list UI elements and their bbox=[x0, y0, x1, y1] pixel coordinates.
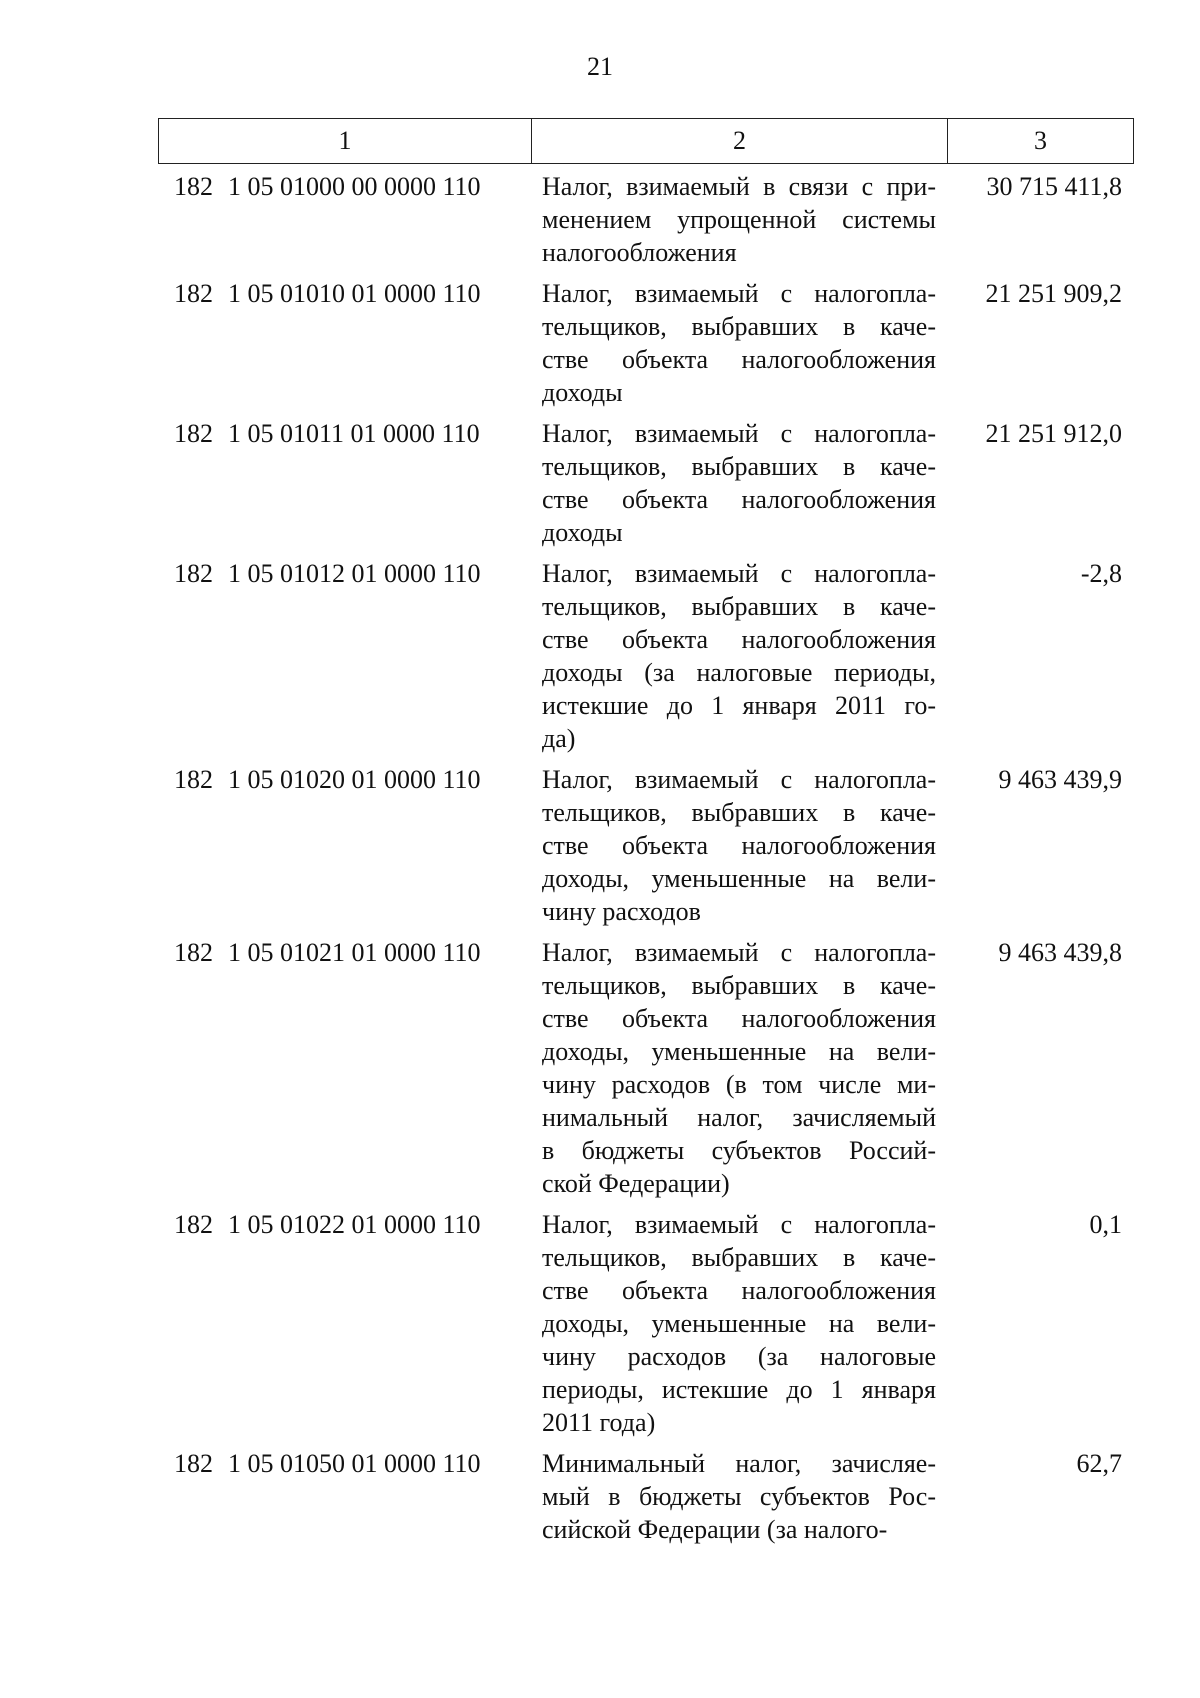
revenue-name-line: тельщиков, выбравших в каче- bbox=[542, 452, 936, 481]
revenue-name-line: тельщиков, выбравших в каче- bbox=[542, 798, 936, 827]
revenue-name-line: истекшие до 1 января 2011 го- bbox=[542, 691, 936, 720]
amount: 21 251 912,0 bbox=[985, 419, 1122, 448]
revenue-name-line: доходы, уменьшенные на вели- bbox=[542, 1037, 936, 1066]
revenue-name bbox=[530, 1447, 946, 1546]
table-header bbox=[158, 118, 1134, 164]
admin-code: 182 bbox=[174, 279, 213, 308]
revenue-name bbox=[530, 170, 946, 269]
amount: 62,7 bbox=[1076, 1449, 1122, 1478]
revenue-name-line: стве объекта налогообложения bbox=[542, 831, 936, 860]
revenue-name-line: тельщиков, выбравших в каче- bbox=[542, 1243, 936, 1272]
revenue-name bbox=[530, 1208, 946, 1439]
revenue-name-line: Налог, взимаемый с налогопла- bbox=[542, 1210, 936, 1239]
revenue-name-line: тельщиков, выбравших в каче- bbox=[542, 592, 936, 621]
amount: 0,1 bbox=[1089, 1210, 1122, 1239]
revenue-name-line: чину расходов bbox=[542, 897, 701, 926]
revenue-name-line: тельщиков, выбравших в каче- bbox=[542, 971, 936, 1000]
table-row bbox=[158, 936, 1134, 1200]
admin-code: 182 bbox=[174, 419, 213, 448]
admin-code: 182 bbox=[174, 938, 213, 967]
revenue-name bbox=[530, 763, 946, 928]
revenue-name-line: Налог, взимаемый с налогопла- bbox=[542, 559, 936, 588]
table-row bbox=[158, 277, 1134, 409]
revenue-name-line: Налог, взимаемый с налогопла- bbox=[542, 419, 936, 448]
revenue-name-line: 2011 года) bbox=[542, 1408, 656, 1437]
header-col-2: 2 bbox=[531, 119, 947, 163]
amount: 21 251 909,2 bbox=[985, 279, 1122, 308]
table-row bbox=[158, 1208, 1134, 1439]
amount: 30 715 411,8 bbox=[986, 172, 1122, 201]
budget-classification-code: 1 05 01011 01 0000 110 bbox=[228, 419, 480, 448]
revenue-name bbox=[530, 417, 946, 549]
header-col-1: 1 bbox=[338, 126, 352, 155]
revenue-name-line: доходы bbox=[542, 518, 623, 547]
revenue-name-line: тельщиков, выбравших в каче- bbox=[542, 312, 936, 341]
revenue-name-line: чину расходов (за налоговые bbox=[542, 1342, 936, 1371]
revenue-name-line: стве объекта налогообложения bbox=[542, 1004, 936, 1033]
revenue-name-line: мый в бюджеты субъектов Рос- bbox=[542, 1482, 936, 1511]
revenue-name-line: чину расходов (в том числе ми- bbox=[542, 1070, 936, 1099]
revenue-name-line: сийской Федерации (за налого- bbox=[542, 1515, 888, 1544]
revenue-name-line: налогообложения bbox=[542, 238, 737, 267]
budget-classification-code: 1 05 01020 01 0000 110 bbox=[228, 765, 481, 794]
budget-classification-code: 1 05 01050 01 0000 110 bbox=[228, 1449, 481, 1478]
revenue-name-line: да) bbox=[542, 724, 576, 753]
revenue-name-line: доходы (за налоговые периоды, bbox=[542, 658, 936, 687]
table-row bbox=[158, 170, 1134, 269]
budget-classification-code: 1 05 01000 00 0000 110 bbox=[228, 172, 481, 201]
table-body bbox=[158, 170, 1134, 1554]
admin-code: 182 bbox=[174, 1210, 213, 1239]
revenue-name-line: в бюджеты субъектов Россий- bbox=[542, 1136, 936, 1165]
revenue-name-line: Налог, взимаемый с налогопла- bbox=[542, 938, 936, 967]
revenue-name-line: Налог, взимаемый в связи с при- bbox=[542, 172, 936, 201]
revenue-name bbox=[530, 936, 946, 1200]
admin-code: 182 bbox=[174, 765, 213, 794]
admin-code: 182 bbox=[174, 172, 213, 201]
revenue-name-line: доходы, уменьшенные на вели- bbox=[542, 864, 936, 893]
page-number: 21 bbox=[587, 52, 613, 81]
revenue-name-line: периоды, истекшие до 1 января bbox=[542, 1375, 936, 1404]
revenue-name-line: Минимальный налог, зачисляе- bbox=[542, 1449, 936, 1478]
revenue-name-line: менением упрощенной системы bbox=[542, 205, 936, 234]
amount: -2,8 bbox=[1080, 559, 1122, 588]
revenue-name-line: стве объекта налогообложения bbox=[542, 625, 936, 654]
amount: 9 463 439,9 bbox=[998, 765, 1122, 794]
table-row bbox=[158, 417, 1134, 549]
revenue-name-line: Налог, взимаемый с налогопла- bbox=[542, 765, 936, 794]
revenue-name-line: ской Федерации) bbox=[542, 1169, 730, 1198]
budget-classification-code: 1 05 01010 01 0000 110 bbox=[228, 279, 481, 308]
revenue-name bbox=[530, 277, 946, 409]
budget-classification-code: 1 05 01022 01 0000 110 bbox=[228, 1210, 481, 1239]
revenue-name-line: стве объекта налогообложения bbox=[542, 1276, 936, 1305]
revenue-name-line: нимальный налог, зачисляемый bbox=[542, 1103, 936, 1132]
revenue-name bbox=[530, 557, 946, 755]
budget-classification-code: 1 05 01021 01 0000 110 bbox=[228, 938, 481, 967]
admin-code: 182 bbox=[174, 1449, 213, 1478]
table-row bbox=[158, 763, 1134, 928]
revenue-name-line: Налог, взимаемый с налогопла- bbox=[542, 279, 936, 308]
revenue-name-line: стве объекта налогообложения bbox=[542, 485, 936, 514]
revenue-name-line: стве объекта налогообложения bbox=[542, 345, 936, 374]
amount: 9 463 439,8 bbox=[998, 938, 1122, 967]
header-col-3: 3 bbox=[947, 119, 1133, 163]
revenue-name-line: доходы bbox=[542, 378, 623, 407]
admin-code: 182 bbox=[174, 559, 213, 588]
revenue-name-line: доходы, уменьшенные на вели- bbox=[542, 1309, 936, 1338]
table-row bbox=[158, 557, 1134, 755]
table-row bbox=[158, 1447, 1134, 1546]
budget-classification-code: 1 05 01012 01 0000 110 bbox=[228, 559, 481, 588]
